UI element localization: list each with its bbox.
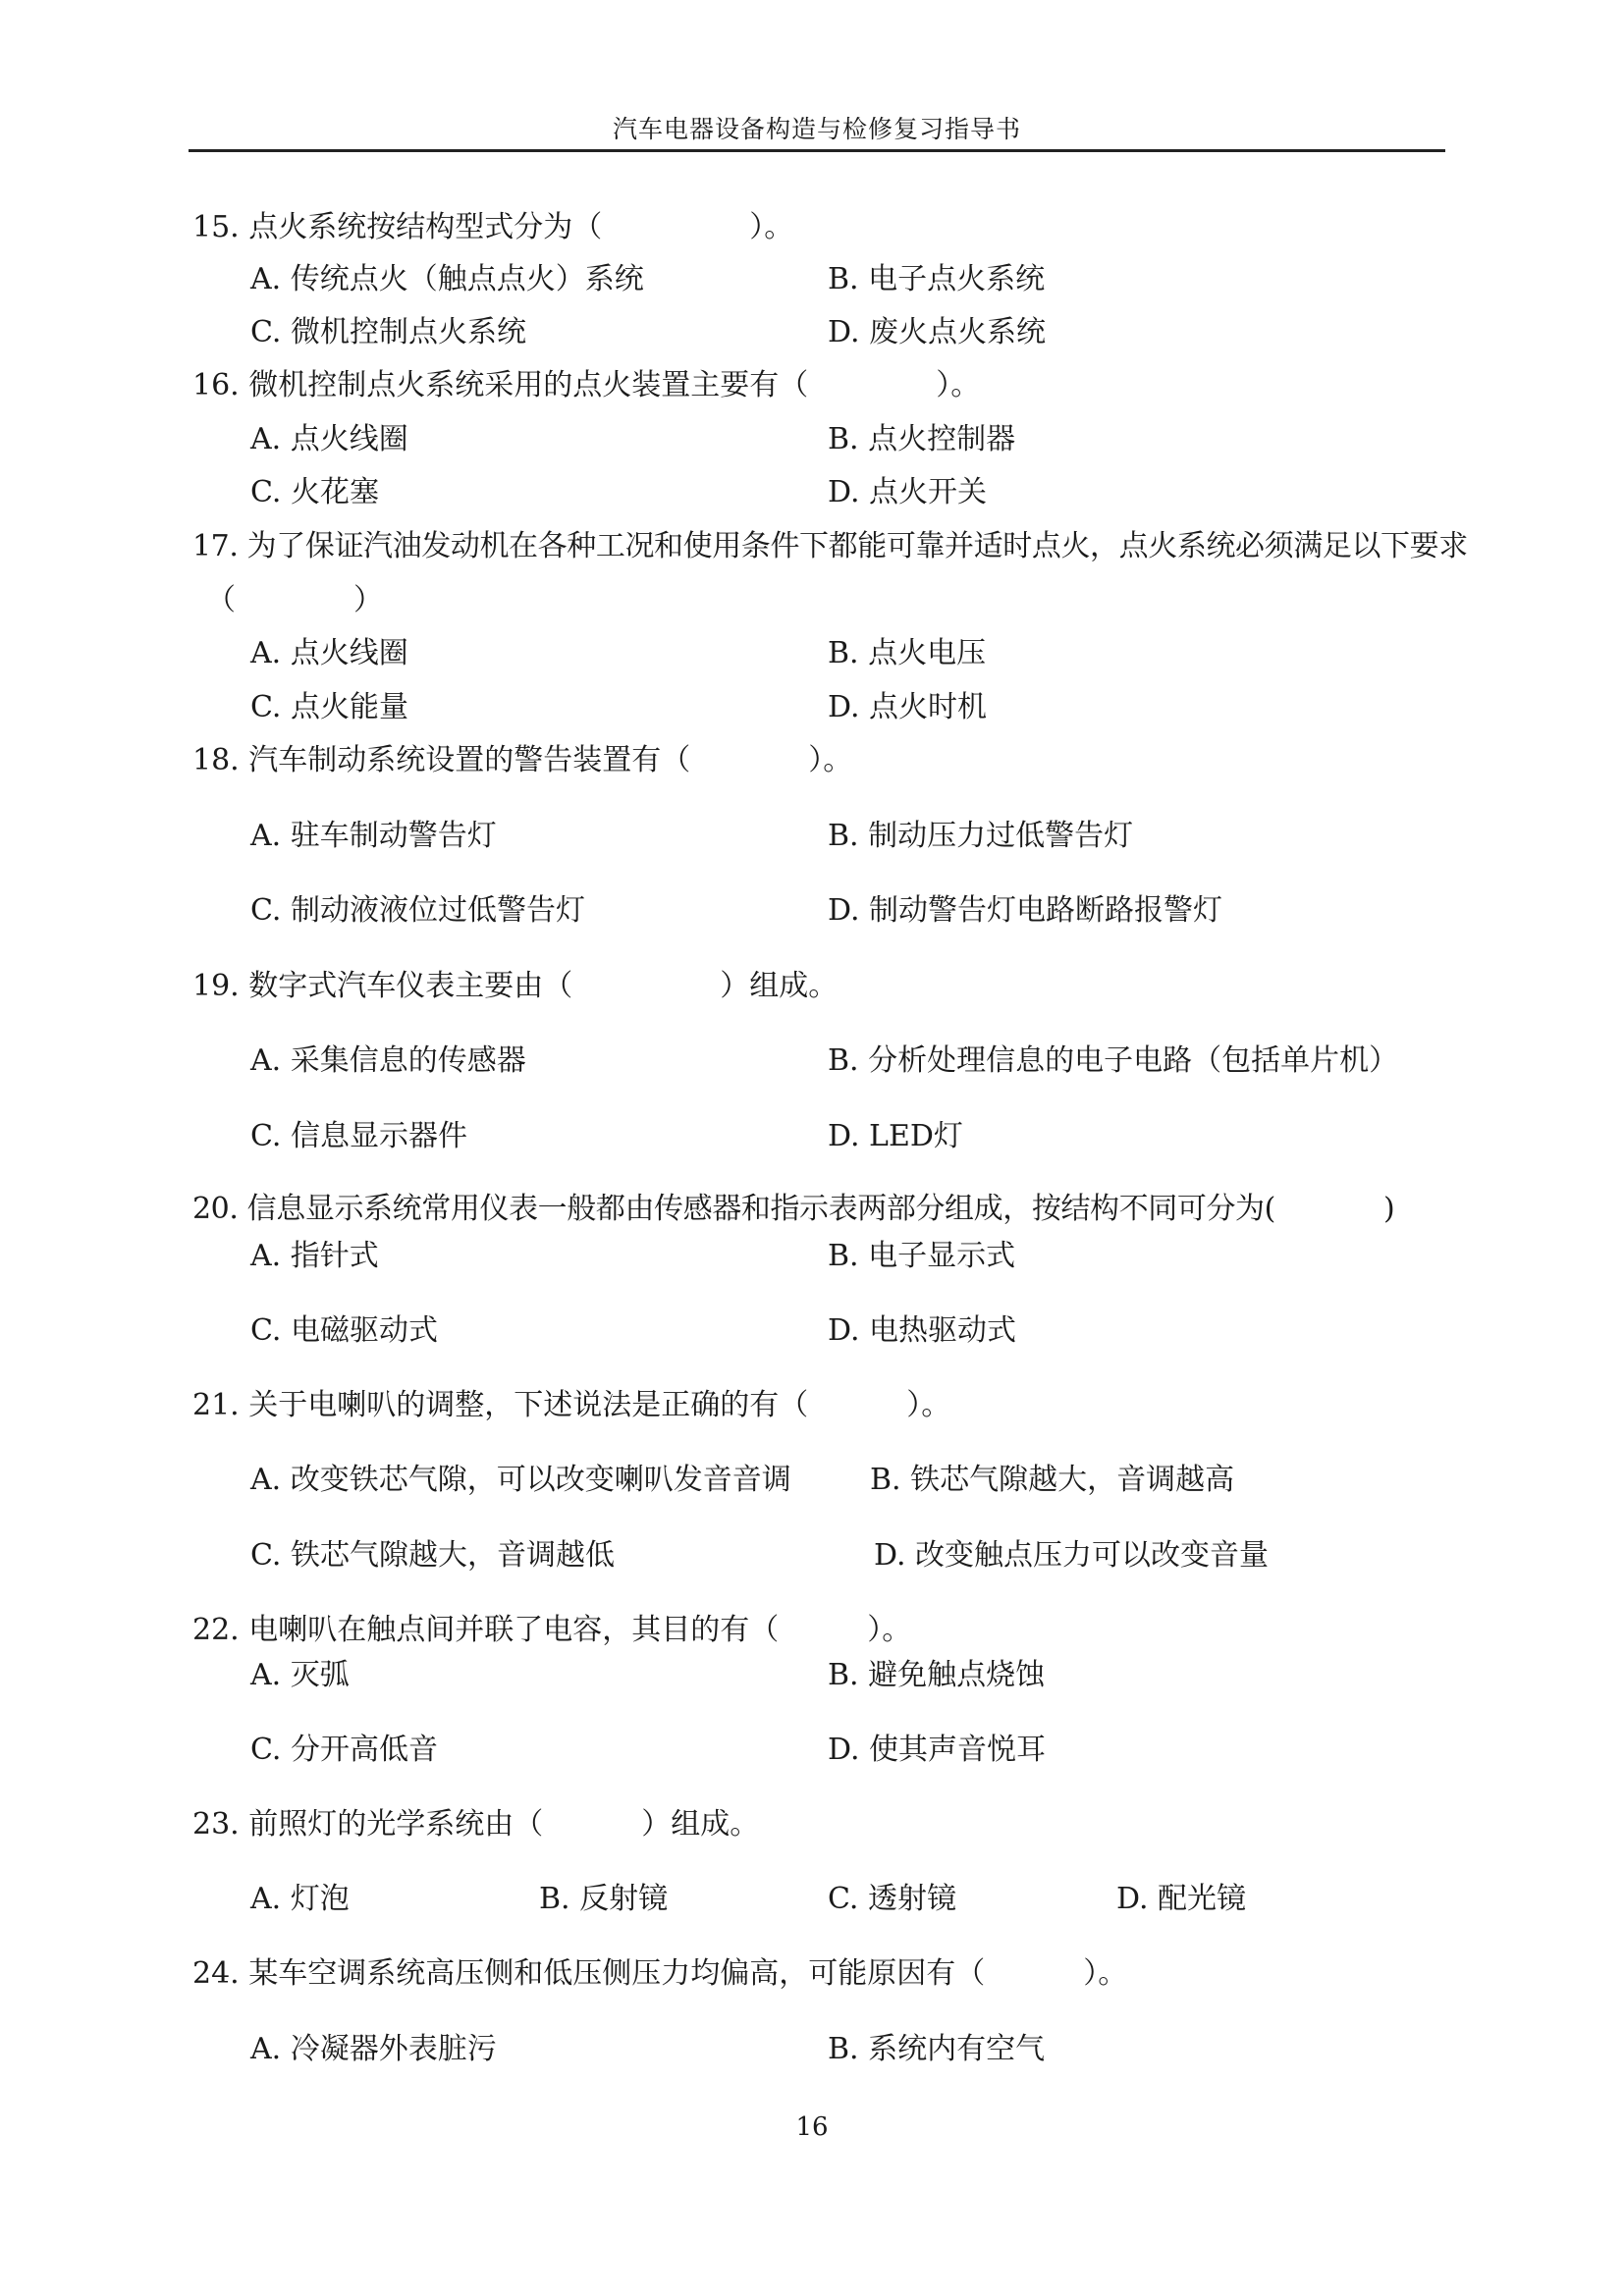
option-b: B. 铁芯气隙越大，音调越高 bbox=[870, 1463, 1235, 1497]
option-d: D. 制动警告灯电路断路报警灯 bbox=[828, 893, 1223, 928]
question-text-end: ) bbox=[1382, 1192, 1395, 1226]
question-text-end: ）。 bbox=[808, 743, 853, 777]
option-d: D. 点火时机 bbox=[828, 690, 988, 724]
question-number: 15. bbox=[192, 210, 240, 244]
option-b: B. 分析处理信息的电子电路（包括单片机） bbox=[828, 1043, 1399, 1078]
question-17 bbox=[192, 527, 1468, 566]
question-text-end: ）。 bbox=[749, 210, 794, 244]
option-b: B. 避免触点烧蚀 bbox=[828, 1658, 1046, 1692]
question-text: 前照灯的光学系统由（ bbox=[248, 1807, 544, 1842]
question-24 bbox=[192, 1954, 1127, 1994]
question-text-end: ）。 bbox=[867, 1613, 912, 1647]
option-b: B. 点火控制器 bbox=[828, 422, 1016, 456]
question-text: 关于电喇叭的调整，下述说法是正确的有（ bbox=[248, 1388, 809, 1422]
question-text-end: ）组成。 bbox=[641, 1807, 760, 1842]
option-c: C. 透射镜 bbox=[828, 1882, 956, 1916]
option-d: D. 配光镜 bbox=[1116, 1882, 1247, 1916]
option-b: B. 电子显示式 bbox=[828, 1239, 1016, 1273]
option-a: A. 点火线圈 bbox=[250, 636, 408, 670]
option-a: A. 灭弧 bbox=[250, 1658, 350, 1692]
question-17-blank: （ ） bbox=[206, 583, 383, 617]
option-d: D. 电热驱动式 bbox=[828, 1313, 1017, 1348]
question-15 bbox=[192, 208, 793, 247]
option-a: A. 改变铁芯气隙，可以改变喇叭发音音调 bbox=[250, 1463, 791, 1497]
option-c: C. 点火能量 bbox=[250, 690, 408, 724]
question-number: 20. bbox=[192, 1192, 239, 1226]
question-text: 某车空调系统高压侧和低压侧压力均偏高，可能原因有（ bbox=[248, 1956, 986, 1991]
option-b: B. 电子点火系统 bbox=[828, 262, 1046, 296]
option-b: B. 点火电压 bbox=[828, 636, 987, 670]
option-d: D. LED灯 bbox=[828, 1119, 963, 1153]
question-number: 16. bbox=[192, 368, 240, 402]
option-b: B. 反射镜 bbox=[539, 1882, 669, 1916]
option-c: C. 微机控制点火系统 bbox=[250, 315, 526, 349]
question-number: 23. bbox=[192, 1807, 240, 1842]
question-text: 点火系统按结构型式分为（ bbox=[248, 210, 603, 244]
question-text-end: ）组成。 bbox=[720, 969, 839, 1003]
question-text-end: ）。 bbox=[906, 1388, 951, 1422]
option-a: A. 指针式 bbox=[250, 1239, 379, 1273]
question-text-end: ）。 bbox=[936, 368, 981, 402]
option-b: B. 系统内有空气 bbox=[828, 2032, 1046, 2066]
option-c: C. 火花塞 bbox=[250, 475, 379, 509]
question-16 bbox=[192, 366, 980, 405]
option-a: A. 冷凝器外表脏污 bbox=[250, 2032, 497, 2066]
page-header: 汽车电器设备构造与检修复习指导书 bbox=[612, 115, 1021, 143]
option-a: A. 采集信息的传感器 bbox=[250, 1043, 526, 1078]
option-d: D. 使其声音悦耳 bbox=[828, 1733, 1047, 1767]
question-23 bbox=[192, 1805, 759, 1844]
option-d: D. 点火开关 bbox=[828, 475, 988, 509]
question-number: 24. bbox=[192, 1956, 240, 1991]
question-18 bbox=[192, 741, 852, 780]
question-number: 22. bbox=[192, 1613, 240, 1647]
option-a: A. 传统点火（触点点火）系统 bbox=[250, 262, 644, 296]
question-text: 信息显示系统常用仪表一般都由传感器和指示表两部分组成，按结构不同可分为( bbox=[246, 1192, 1275, 1226]
question-text: 数字式汽车仪表主要由（ bbox=[248, 969, 573, 1003]
question-number: 17. bbox=[192, 529, 239, 563]
option-c: C. 信息显示器件 bbox=[250, 1119, 467, 1153]
header-rule bbox=[189, 149, 1445, 152]
question-number: 19. bbox=[192, 969, 240, 1003]
option-a: A. 灯泡 bbox=[250, 1882, 350, 1916]
question-20 bbox=[192, 1190, 1394, 1229]
question-text-end: ）。 bbox=[1083, 1956, 1128, 1991]
option-c: C. 铁芯气隙越大，音调越低 bbox=[250, 1538, 615, 1573]
question-19 bbox=[192, 967, 838, 1006]
question-21 bbox=[192, 1386, 950, 1425]
option-d: D. 改变触点压力可以改变音量 bbox=[874, 1538, 1270, 1573]
question-text: 为了保证汽油发动机在各种工况和使用条件下都能可靠并适时点火，点火系统必须满足以下要求 bbox=[246, 529, 1468, 563]
question-text: 汽车制动系统设置的警告装置有（ bbox=[248, 743, 691, 777]
question-number: 21. bbox=[192, 1388, 240, 1422]
question-number: 18. bbox=[192, 743, 240, 777]
option-d: D. 废火点火系统 bbox=[828, 315, 1047, 349]
page-number: 16 bbox=[795, 2112, 829, 2142]
option-c: C. 电磁驱动式 bbox=[250, 1313, 438, 1348]
option-a: A. 驻车制动警告灯 bbox=[250, 819, 497, 853]
question-text: 微机控制点火系统采用的点火装置主要有（ bbox=[248, 368, 809, 402]
option-c: C. 制动液液位过低警告灯 bbox=[250, 893, 585, 928]
question-text: 电喇叭在触点间并联了电容，其目的有（ bbox=[248, 1613, 780, 1647]
option-a: A. 点火线圈 bbox=[250, 422, 408, 456]
question-22 bbox=[192, 1611, 911, 1650]
option-b: B. 制动压力过低警告灯 bbox=[828, 819, 1134, 853]
option-c: C. 分开高低音 bbox=[250, 1733, 438, 1767]
